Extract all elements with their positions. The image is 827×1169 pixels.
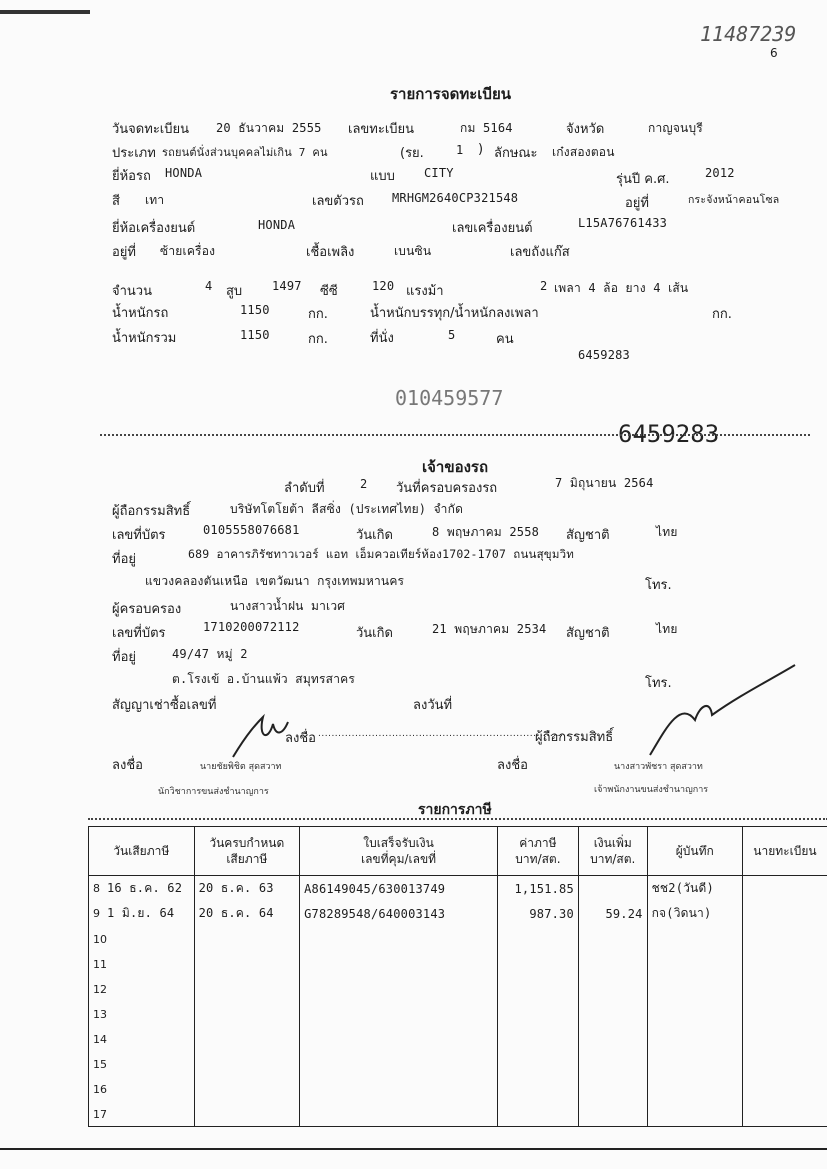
value: เบนซิน — [394, 244, 432, 258]
row-number: 9 — [93, 907, 100, 920]
tax-receipt-cell — [300, 951, 498, 976]
tax-registrar-cell — [742, 1051, 827, 1076]
tax-due-date-cell — [194, 1101, 300, 1127]
tax-registrar-cell — [742, 901, 827, 926]
value: เทา — [145, 193, 165, 207]
row-number: 15 — [93, 1057, 107, 1071]
value: 1497 — [272, 279, 302, 293]
right-sign-label: ลงชื่อ — [497, 758, 528, 773]
label: (รย. — [400, 146, 424, 161]
birth2-label: วันเกิด — [356, 626, 393, 641]
tax-top-border — [88, 818, 827, 820]
tax-receipt-cell: A86149045/630013749 — [300, 876, 498, 902]
value: 5 — [448, 328, 456, 342]
tax-amount-cell: 987.30 — [497, 901, 578, 926]
label: กก. — [308, 332, 328, 347]
right-signer-position: เจ้าพนักงานขนส่งชำนาญการ — [594, 785, 709, 795]
left-sign-label: ลงชื่อ — [112, 758, 143, 773]
value: 20 ธันวาคม 2555 — [216, 121, 322, 135]
label: อยู่ที่ — [625, 196, 649, 211]
tax-receipt-cell — [300, 926, 498, 951]
value: 1150 — [240, 303, 270, 317]
tax-registrar-cell — [742, 1026, 827, 1051]
nationality-label: สัญชาติ — [566, 528, 610, 543]
tax-paid-date-cell — [89, 901, 195, 926]
owner-title: เจ้าของรถ — [422, 458, 489, 476]
tax-extra-cell — [578, 926, 647, 951]
label: เลขเครื่องยนต์ — [452, 221, 533, 236]
row-number: 17 — [93, 1107, 107, 1121]
holder-value: บริษัทโตโยต้า ลีสซิ่ง (ประเทศไทย) จำกัด — [230, 502, 464, 516]
tax-paid-date-cell — [89, 926, 195, 951]
row-number: 14 — [93, 1032, 107, 1046]
tax-registrar-cell — [742, 951, 827, 976]
tax-receipt-cell: G78289548/640003143 — [300, 901, 498, 926]
tax-extra-cell — [578, 1026, 647, 1051]
tax-registrar-cell — [742, 926, 827, 951]
value: ซ้ายเครื่อง — [160, 244, 216, 258]
possession-date: 7 มิถุนายน 2564 — [555, 476, 654, 490]
nationality2-value: ไทย — [656, 622, 678, 636]
tax-recorder-cell — [647, 1051, 742, 1076]
label: แบบ — [370, 169, 395, 184]
label: สูบ — [226, 284, 243, 299]
tax-row — [89, 926, 827, 951]
tax-extra-cell — [578, 1076, 647, 1101]
tax-receipt-cell — [300, 1051, 498, 1076]
tax-row — [89, 976, 827, 1001]
holder-sign-label: ผู้ถือกรรมสิทธิ์ — [535, 730, 614, 745]
nationality2-label: สัญชาติ — [566, 626, 610, 641]
address-label: ที่อยู่ — [112, 552, 136, 567]
signature-right — [640, 660, 800, 760]
label: กก. — [308, 307, 328, 322]
label: รุ่นปี ค.ศ. — [616, 172, 670, 187]
label: อยู่ที่ — [112, 245, 136, 260]
tel2-label: โทร. — [645, 676, 672, 691]
tax-receipt-cell — [300, 1101, 498, 1127]
tax-due-date-cell — [194, 976, 300, 1001]
possessor-value: นางสาวน้ำฝน มาเวศ — [230, 599, 346, 613]
tax-row — [89, 1076, 827, 1101]
tax-recorder-cell — [647, 1026, 742, 1051]
col-paid-date: วันเสียภาษี — [89, 827, 195, 876]
tax-recorder-cell — [647, 976, 742, 1001]
tax-recorder-cell: กจ(วิดนา) — [647, 901, 742, 926]
row-number: 16 — [93, 1082, 107, 1096]
label: วันจดทะเบียน — [112, 122, 189, 137]
birth-value: 8 พฤษภาคม 2558 — [432, 525, 540, 539]
tax-row — [89, 1026, 827, 1051]
value: 1150 — [240, 328, 270, 342]
right-signer-name: นางสาวพัชรา สุดสวาท — [614, 762, 703, 772]
label: สี — [112, 194, 120, 209]
card-label: เลขที่บัตร — [112, 528, 166, 543]
handwritten-id: 11487239 — [700, 22, 797, 46]
tax-extra-cell — [578, 1001, 647, 1026]
tax-extra-cell: 59.24 — [578, 901, 647, 926]
section-divider — [100, 434, 810, 436]
tax-title: รายการภาษี — [418, 802, 492, 818]
tax-receipt-cell — [300, 976, 498, 1001]
address-line-1: 689 อาคารภิรัชทาวเวอร์ แอท เอ็มควอเทียร์ห้อง1702-1707 ถนนสุขุมวิท — [188, 547, 575, 561]
label: น้ำหนักรวม — [112, 331, 177, 346]
address-line-2: แขวงคลองตันเหนือ เขตวัฒนา กรุงเทพมหานคร — [145, 574, 405, 588]
tax-recorder-cell — [647, 1101, 742, 1127]
label: ประเภท — [112, 146, 156, 161]
tax-due-date-cell — [194, 1051, 300, 1076]
tax-header-row — [89, 827, 827, 876]
label: ยี่ห้อเครื่องยนต์ — [112, 221, 196, 236]
col-receipt: ใบเสร็จรับเงิน เลขที่คุม/เลขที่ — [300, 827, 498, 876]
tax-row — [89, 876, 827, 902]
tax-receipt-cell — [300, 1076, 498, 1101]
tax-amount-cell — [497, 1001, 578, 1026]
possessor-address-2: ต.โรงเข้ อ.บ้านแพ้ว สมุทรสาคร — [172, 672, 356, 686]
tax-recorder-cell — [647, 1001, 742, 1026]
row-number: 12 — [93, 982, 107, 996]
label: เลขตัวรถ — [312, 194, 364, 209]
left-signer-name: นายชัยพิชิต สุดสวาท — [200, 762, 282, 772]
label: กก. — [712, 307, 732, 322]
holder-label: ผู้ถือกรรมสิทธิ์ — [112, 504, 191, 519]
tax-amount-cell — [497, 1026, 578, 1051]
tax-row — [89, 1001, 827, 1026]
tax-registrar-cell — [742, 1101, 827, 1127]
value: กาญจนบุรี — [648, 121, 703, 135]
tax-due-date-cell — [194, 1076, 300, 1101]
reference-number: 6459283 — [578, 348, 630, 362]
label: น้ำหนักรถ — [112, 306, 169, 321]
tax-recorder-cell — [647, 1076, 742, 1101]
value: กระจังหน้าคอนโซล — [688, 194, 780, 206]
value: 2 — [540, 279, 548, 293]
value: L15A76761433 — [578, 216, 668, 230]
tax-amount-cell — [497, 951, 578, 976]
tax-paid-date-cell — [89, 1001, 195, 1026]
left-signer-position: นักวิชาการขนส่งชำนาญการ — [158, 787, 269, 797]
col-tax: ค่าภาษี บาท/สต. — [497, 827, 578, 876]
tax-paid-date-cell — [89, 1101, 195, 1127]
value: HONDA — [258, 218, 296, 232]
value: เก๋งสองตอน — [552, 145, 615, 159]
label: เลขทะเบียน — [348, 122, 415, 137]
seq-value: 2 — [360, 477, 368, 491]
tax-paid-date-cell — [89, 1076, 195, 1101]
label: ที่นั่ง — [370, 331, 394, 346]
tax-registrar-cell — [742, 1001, 827, 1026]
value: MRHGM2640CP321548 — [392, 191, 519, 205]
tax-extra-cell — [578, 876, 647, 902]
possession-date-label: วันที่ครอบครองรถ — [396, 481, 498, 496]
tax-extra-cell — [578, 976, 647, 1001]
tax-table — [88, 826, 827, 1127]
row-number: 8 — [93, 882, 100, 895]
tax-receipt-cell — [300, 1001, 498, 1026]
row-number: 11 — [93, 957, 107, 971]
tax-registrar-cell — [742, 1076, 827, 1101]
address2-label: ที่อยู่ — [112, 650, 136, 665]
tax-row — [89, 901, 827, 926]
scan-top-edge — [0, 10, 90, 14]
paid-date: 16 ธ.ค. 62 — [107, 881, 183, 895]
tax-paid-date-cell — [89, 951, 195, 976]
value: กม 5164 — [460, 121, 513, 135]
label: จำนวน — [112, 284, 152, 299]
value: เพลา 4 ล้อ ยาง 4 เส้น — [554, 281, 689, 295]
tax-paid-date-cell — [89, 876, 195, 902]
tel-label: โทร. — [645, 578, 672, 593]
birth-label: วันเกิด — [356, 528, 393, 543]
birth2-value: 21 พฤษภาคม 2534 — [432, 622, 547, 636]
value: 2012 — [705, 166, 735, 180]
card2-label: เลขที่บัตร — [112, 626, 166, 641]
label: ) — [478, 142, 484, 157]
nationality-value: ไทย — [656, 525, 678, 539]
col-recorder: ผู้บันทึก — [647, 827, 742, 876]
label: แรงม้า — [406, 284, 444, 299]
seq-label: ลำดับที่ — [284, 481, 325, 496]
label: เลขถังแก๊ส — [510, 245, 570, 260]
tax-extra-cell — [578, 1101, 647, 1127]
big-document-number: 6459283 — [618, 420, 720, 448]
lease-date-label: ลงวันที่ — [413, 698, 453, 713]
lease-label: สัญญาเช่าซื้อเลขที่ — [112, 698, 217, 713]
tax-row — [89, 951, 827, 976]
value: HONDA — [165, 166, 203, 180]
label: ลักษณะ — [494, 146, 538, 161]
col-registrar: นายทะเบียน — [742, 827, 827, 876]
value: 4 — [205, 279, 213, 293]
possessor-label: ผู้ครอบครอง — [112, 602, 182, 617]
value: CITY — [424, 166, 454, 180]
tax-paid-date-cell — [89, 1051, 195, 1076]
tax-amount-cell — [497, 1101, 578, 1127]
tax-due-date-cell — [194, 926, 300, 951]
row-number: 13 — [93, 1007, 107, 1021]
tax-paid-date-cell — [89, 976, 195, 1001]
sign-label: ลงชื่อ — [285, 731, 316, 746]
tax-row — [89, 1051, 827, 1076]
value: 120 — [372, 279, 395, 293]
tax-row — [89, 1101, 827, 1127]
label: ยี่ห้อรถ — [112, 169, 151, 184]
tax-due-date-cell: 20 ธ.ค. 63 — [194, 876, 300, 902]
tax-amount-cell — [497, 1076, 578, 1101]
label: ซีซี — [320, 284, 338, 299]
card-value: 0105558076681 — [203, 523, 300, 537]
value: รถยนต์นั่งส่วนบุคคลไม่เกิน 7 คน — [162, 146, 328, 159]
tax-amount-cell — [497, 926, 578, 951]
tax-amount-cell — [497, 1051, 578, 1076]
tax-paid-date-cell — [89, 1026, 195, 1051]
tax-registrar-cell — [742, 876, 827, 902]
tax-amount-cell — [497, 976, 578, 1001]
tax-due-date-cell — [194, 1001, 300, 1026]
tax-recorder-cell — [647, 951, 742, 976]
tax-amount-cell: 1,151.85 — [497, 876, 578, 902]
col-extra: เงินเพิ่ม บาท/สต. — [578, 827, 647, 876]
page-number: 6 — [770, 46, 778, 60]
label: จังหวัด — [566, 122, 605, 137]
value: 1 — [456, 143, 464, 157]
col-due-date: วันครบกำหนด เสียภาษี — [194, 827, 300, 876]
row-number: 10 — [93, 932, 107, 946]
scan-bottom-edge — [0, 1148, 827, 1150]
signature-left — [228, 712, 308, 762]
paid-date: 1 มิ.ย. 64 — [107, 906, 175, 920]
tax-due-date-cell — [194, 951, 300, 976]
registration-title: รายการจดทะเบียน — [390, 85, 511, 103]
tax-receipt-cell — [300, 1026, 498, 1051]
possessor-address-1: 49/47 หมู่ 2 — [172, 647, 248, 661]
label: คน — [496, 332, 514, 347]
tax-extra-cell — [578, 1051, 647, 1076]
label: น้ำหนักบรรทุก/น้ำหนักลงเพลา — [370, 306, 539, 321]
stamp-number: 010459577 — [395, 386, 504, 410]
label: เชื้อเพลิง — [306, 245, 355, 260]
tax-registrar-cell — [742, 976, 827, 1001]
tax-extra-cell — [578, 951, 647, 976]
tax-due-date-cell — [194, 1026, 300, 1051]
sign-dots: ......................................................................... — [318, 729, 564, 739]
tax-recorder-cell: ชช2(วันดี) — [647, 876, 742, 902]
tax-due-date-cell: 20 ธ.ค. 64 — [194, 901, 300, 926]
card2-value: 1710200072112 — [203, 620, 300, 634]
tax-recorder-cell — [647, 926, 742, 951]
